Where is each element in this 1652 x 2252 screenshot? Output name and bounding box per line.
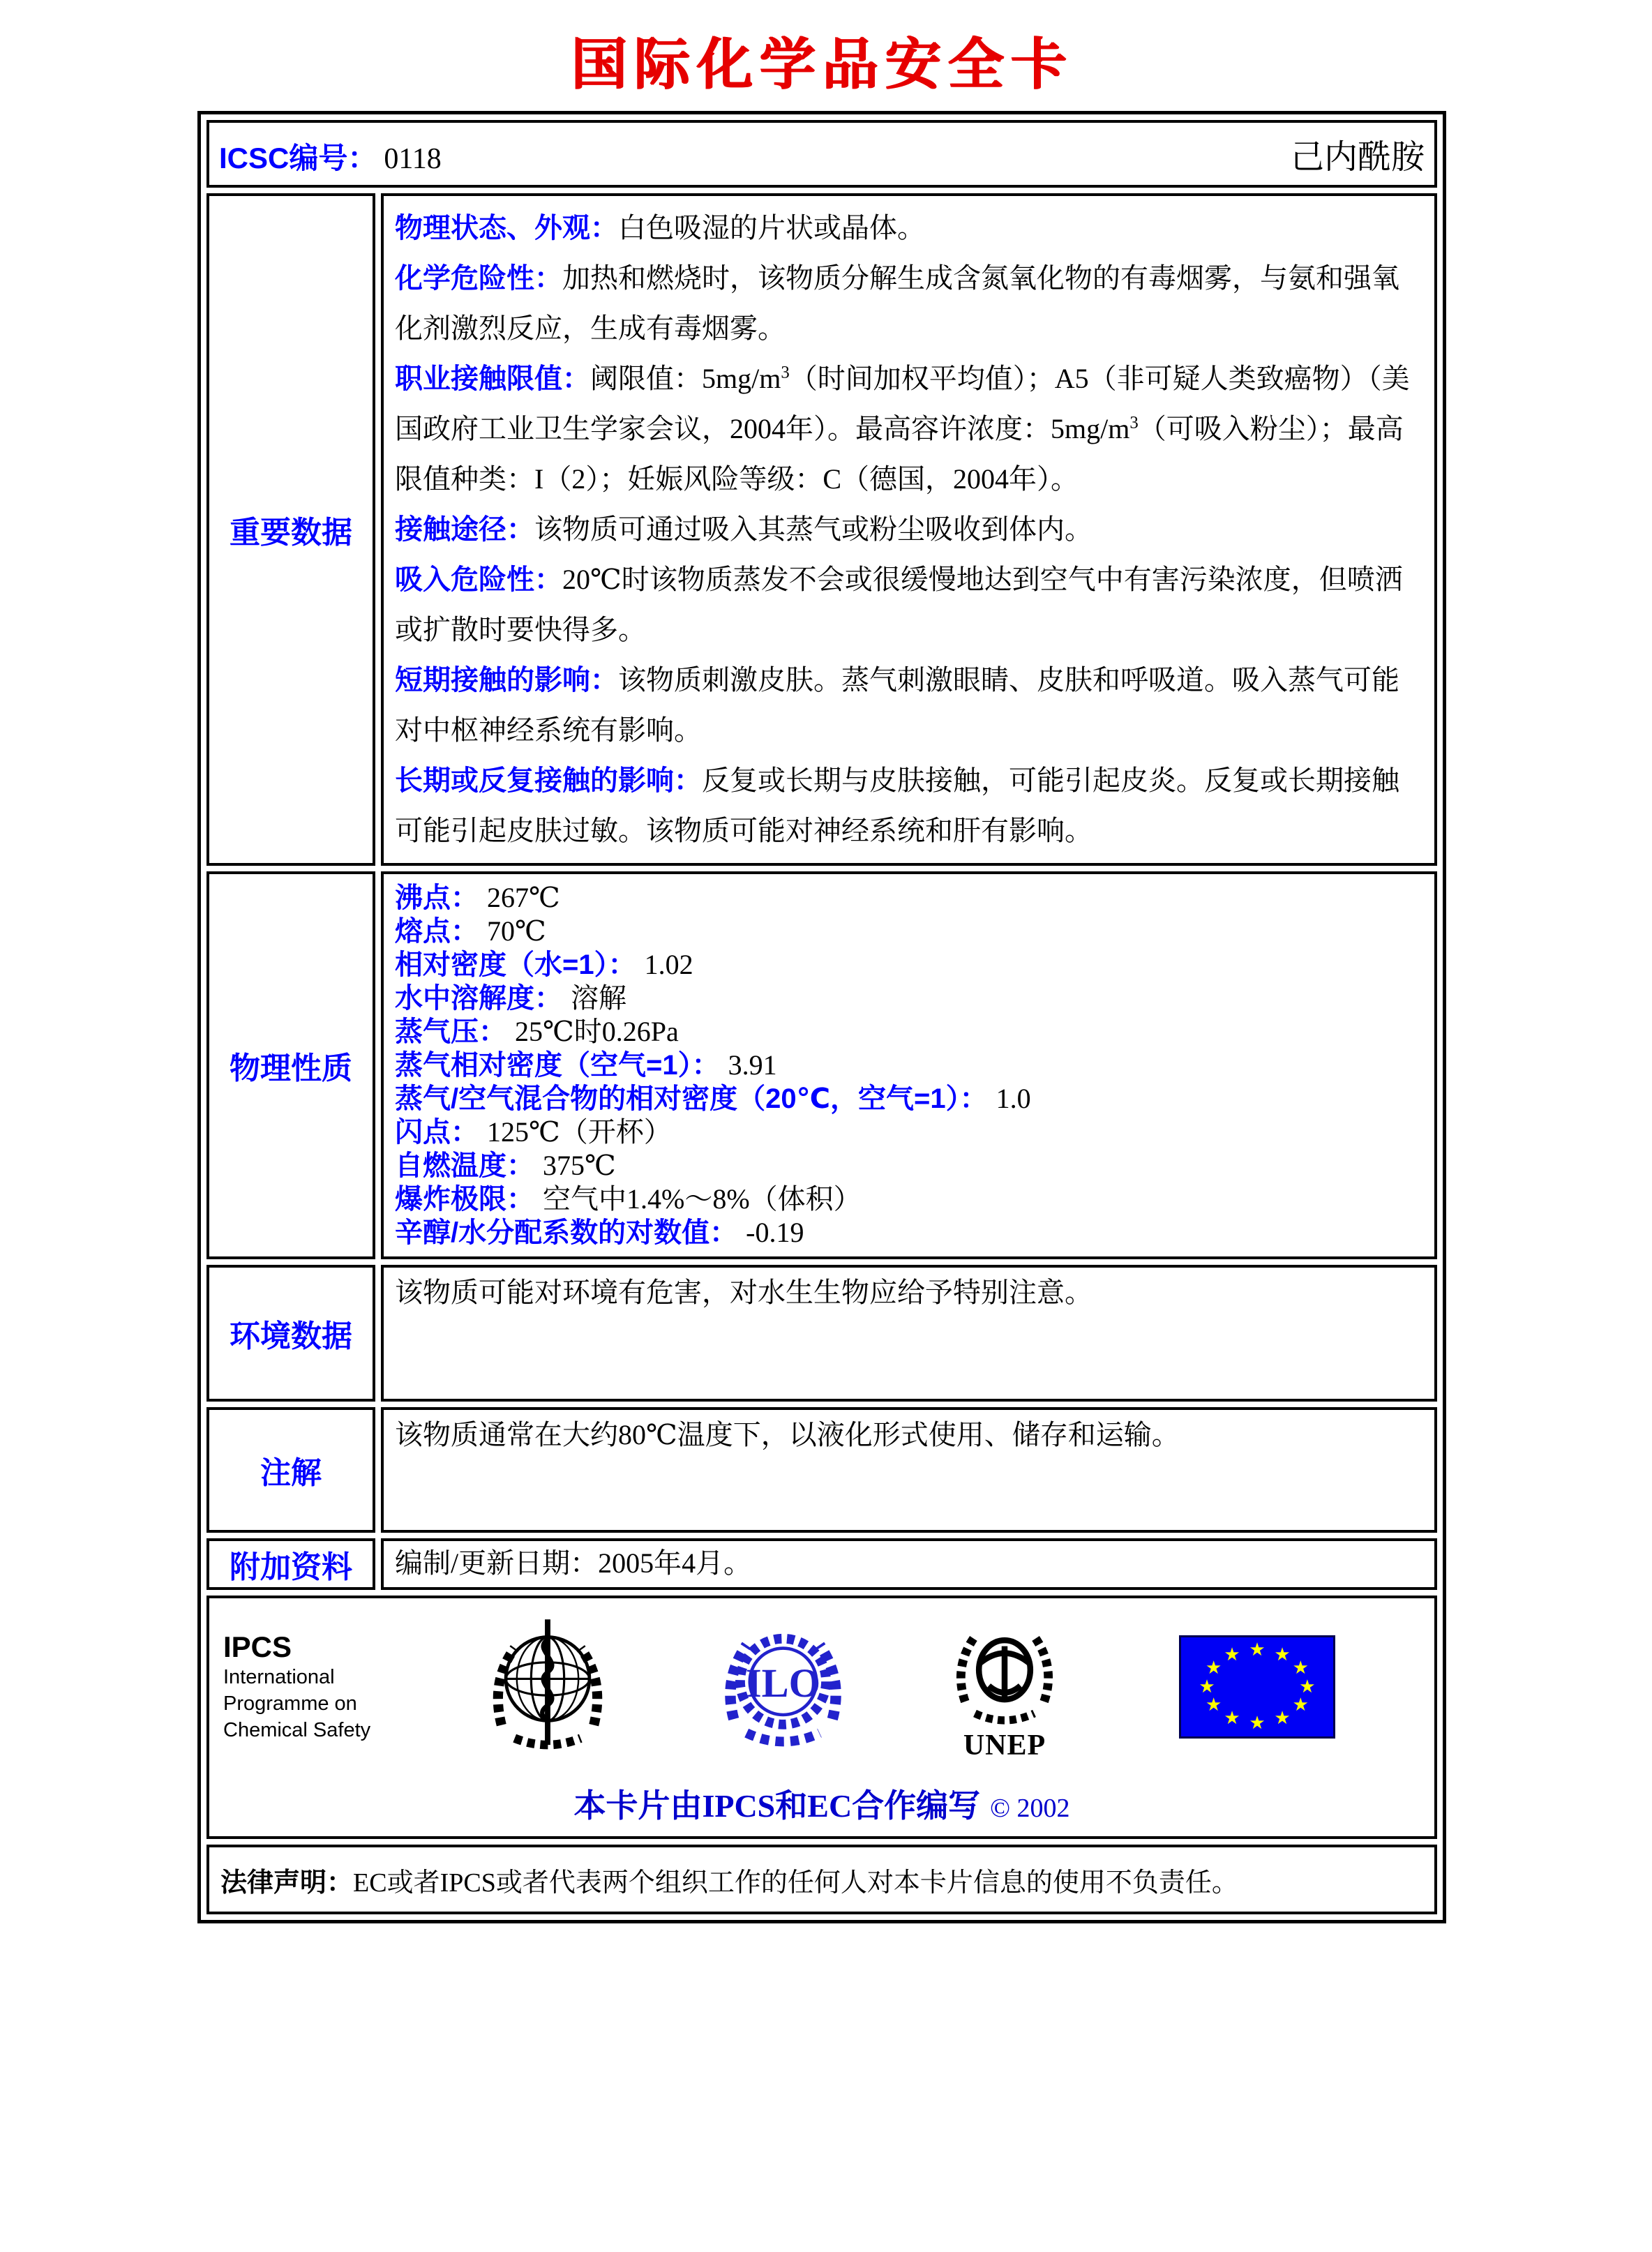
ilo-logo-icon [719, 1617, 848, 1757]
ipcs-acronym: IPCS [223, 1630, 292, 1663]
important-paragraph: 化学危险性：加热和燃烧时，该物质分解生成含氮氧化物的有毒烟雾，与氨和强氧化剂激烈反应，生成有毒烟雾。 [395, 262, 1399, 344]
icsc-number-value: 0118 [384, 143, 442, 175]
physical-property-line [395, 1116, 1423, 1149]
physical-property-line [395, 1216, 1423, 1249]
physical-properties-row [206, 871, 1437, 1259]
paragraph-label: 物理状态、外观： [395, 213, 618, 243]
eu-flag [1179, 1635, 1335, 1739]
footer-caption [223, 1780, 1420, 1826]
property-value: 空气中1.4%～8%（体积） [543, 1183, 862, 1215]
icsc-number-label: ICSC编号： [219, 142, 377, 174]
organisations-row [206, 1596, 1437, 1839]
property-value: 3.91 [728, 1049, 777, 1081]
legal-cell [206, 1845, 1437, 1914]
eu-flag-star: ★ [1206, 1658, 1222, 1679]
physical-property-line [395, 915, 1423, 948]
property-value: 375℃ [543, 1150, 616, 1181]
eu-flag-star: ★ [1224, 1644, 1240, 1665]
property-label: 爆炸极限： [395, 1184, 534, 1215]
paragraph-label: 化学危险性： [395, 263, 562, 294]
paragraph-label: 吸入危险性： [395, 564, 562, 595]
row-label-important-data: 重要数据 [206, 193, 375, 866]
property-value: 125℃（开杯） [487, 1116, 672, 1148]
icsc-card-page [197, 20, 1446, 1923]
eu-flag-star: ★ [1299, 1676, 1316, 1697]
physical-property-line [395, 1015, 1423, 1049]
property-label: 自燃温度： [395, 1150, 534, 1181]
important-paragraph: 长期或反复接触的影响：反复或长期与皮肤接触，可能引起皮炎。反复或长期接触可能引起皮肤过敏。该物质可能对神经系统和肝有影响。 [395, 765, 1399, 846]
unep-logo [945, 1611, 1064, 1762]
physical-property-line [395, 1149, 1423, 1183]
environmental-data-text: 该物质可能对环境有危害，对水生生物应给予特别注意。 [395, 1277, 1092, 1308]
row-label-additional-info: 附加资料 [206, 1538, 375, 1590]
row-label-physical-properties: 物理性质 [206, 871, 375, 1259]
eu-flag-star: ★ [1274, 1644, 1291, 1665]
notes-text: 该物质通常在大约80℃温度下，以液化形式使用、储存和运输。 [395, 1419, 1180, 1450]
property-value: 溶解 [571, 982, 626, 1014]
property-label: 蒸气相对密度（空气=1）： [395, 1050, 720, 1081]
property-label: 蒸气/空气混合物的相对密度（20℃，空气=1）： [395, 1083, 988, 1114]
environmental-data-content [381, 1265, 1437, 1402]
property-label: 水中溶解度： [395, 983, 562, 1014]
physical-property-line [395, 1082, 1423, 1116]
additional-info-text: 编制/更新日期：2005年4月。 [395, 1547, 752, 1579]
icsc-card-table [197, 111, 1446, 1923]
property-value: 1.0 [996, 1083, 1031, 1114]
paragraph-label: 短期接触的影响： [395, 665, 618, 696]
eu-flag-star: ★ [1249, 1713, 1266, 1734]
property-value: -0.19 [746, 1217, 804, 1248]
property-label: 辛醇/水分配系数的对数值： [395, 1217, 738, 1248]
unep-logo-icon [945, 1611, 1064, 1733]
who-logo-icon [481, 1615, 614, 1758]
property-label: 相对密度（水=1）： [395, 949, 636, 980]
chemical-name: 己内酰胺 [1290, 139, 1425, 176]
ipcs-text-block [223, 1630, 398, 1743]
legal-row [206, 1845, 1437, 1914]
additional-info-content [381, 1538, 1437, 1590]
icsc-number-group [219, 135, 442, 177]
row-label-environmental-data: 环境数据 [206, 1265, 375, 1402]
eu-flag-star: ★ [1199, 1676, 1215, 1697]
eu-flag-star: ★ [1274, 1708, 1291, 1729]
important-paragraph: 短期接触的影响：该物质刺激皮肤。蒸气刺激眼睛、皮肤和呼吸道。吸入蒸气可能对中枢神经系统有影响。 [395, 664, 1399, 746]
property-value: 25℃时0.26Pa [515, 1016, 679, 1047]
environmental-data-row [206, 1265, 1437, 1402]
footer-caption-text: 本卡片由IPCS和EC合作编写 [573, 1788, 981, 1824]
header-cell [206, 120, 1437, 188]
physical-properties-content [381, 871, 1437, 1259]
property-label: 熔点： [395, 916, 479, 947]
physical-property-line [395, 948, 1423, 982]
eu-flag-star: ★ [1292, 1694, 1309, 1716]
property-label: 沸点： [395, 883, 479, 913]
physical-property-line [395, 1183, 1423, 1216]
notes-row [206, 1407, 1437, 1533]
paragraph-label: 长期或反复接触的影响： [395, 765, 702, 796]
svg-text:ILO: ILO [745, 1660, 821, 1706]
property-label: 闪点： [395, 1117, 479, 1148]
unep-logo-caption: UNEP [963, 1729, 1046, 1762]
important-paragraph: 职业接触限值：阈限值：$5mg/m^3$（时间加权平均值）；A5（非可疑人类致癌物）（美国政府工业卫生学家会议，2004年）。最高容许浓度：$5mg/m^3$（可吸入粉尘）；最高限值种类：I（2）；妊娠风险等级：C（德国，2004年）。 [395, 363, 1410, 495]
who-logo [481, 1615, 614, 1758]
important-data-row [206, 193, 1437, 866]
important-paragraph: 物理状态、外观：白色吸湿的片状或晶体。 [395, 212, 925, 243]
property-label: 蒸气压： [395, 1016, 506, 1047]
row-label-notes: 注解 [206, 1407, 375, 1533]
legal-label: 法律声明： [220, 1868, 354, 1898]
notes-content [381, 1407, 1437, 1533]
paragraph-label: 接触途径： [395, 514, 534, 545]
important-data-content [381, 193, 1437, 866]
property-value: 70℃ [487, 915, 546, 947]
eu-flag-star: ★ [1292, 1658, 1309, 1679]
eu-flag-star: ★ [1206, 1694, 1222, 1716]
physical-property-line [395, 1049, 1423, 1082]
ilo-logo [719, 1617, 848, 1757]
header-row [206, 120, 1437, 188]
organisations-cell [206, 1596, 1437, 1839]
important-paragraph: 接触途径：该物质可通过吸入其蒸气或粉尘吸收到体内。 [395, 513, 1092, 545]
eu-flag-star: ★ [1249, 1639, 1266, 1660]
physical-property-line [395, 982, 1423, 1015]
property-value: 1.02 [644, 949, 693, 980]
important-paragraph: 吸入危险性：20℃时该物质蒸发不会或很缓慢地达到空气中有害污染浓度，但喷洒或扩散时要快得多。 [395, 564, 1403, 645]
paragraph-label: 职业接触限值： [395, 363, 590, 394]
footer-copyright: © 2002 [990, 1794, 1070, 1823]
eu-flag-star: ★ [1224, 1708, 1240, 1729]
property-value: 267℃ [487, 882, 560, 913]
page-title: 国际化学品安全卡 [571, 35, 1073, 96]
legal-text: EC或者IPCS或者代表两个组织工作的任何人对本卡片信息的使用不负责任。 [353, 1868, 1238, 1898]
ipcs-line-2: Programme on [223, 1692, 357, 1715]
ipcs-line-1: International [223, 1665, 335, 1688]
ipcs-line-3: Chemical Safety [223, 1718, 371, 1741]
additional-info-row [206, 1538, 1437, 1590]
physical-property-line [395, 881, 1423, 915]
